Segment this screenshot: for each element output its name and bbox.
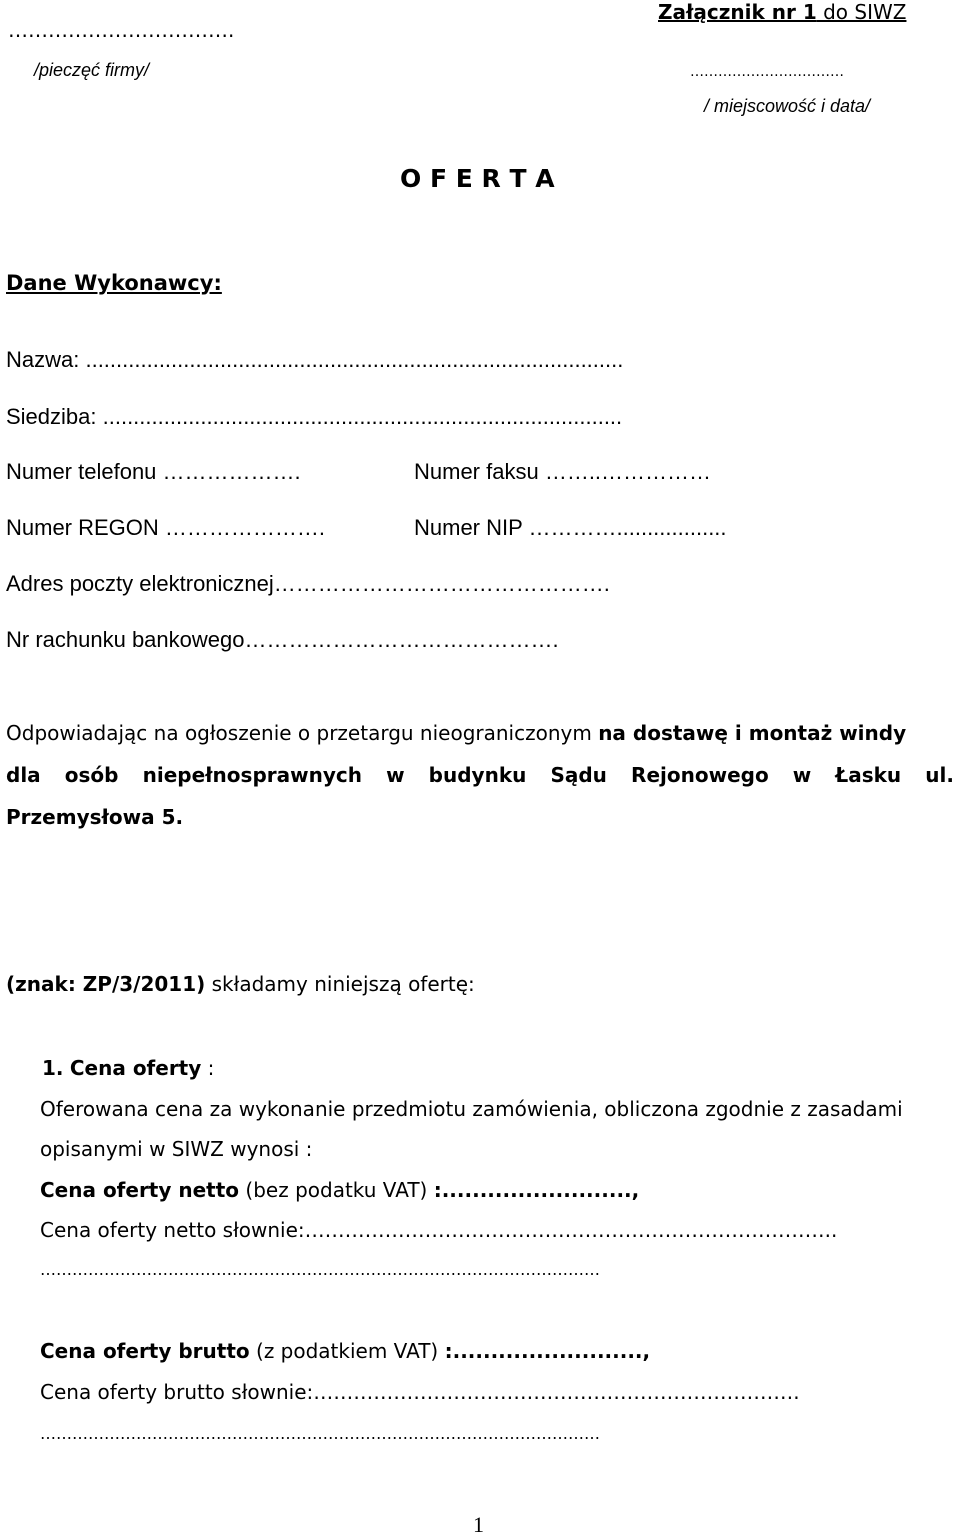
intro-word: w <box>792 763 812 787</box>
gross-price-line <box>40 1339 650 1363</box>
price-description-1: Oferowana cena za wykonanie przedmiotu zamówienia, obliczona zgodnie z zasadami <box>40 1097 903 1121</box>
contractor-email-field: Adres poczty elektronicznej………………………………………. <box>6 571 610 596</box>
net-price-line <box>40 1178 639 1202</box>
intro-word: Rejonowego <box>631 763 769 787</box>
reference-code: (znak: ZP/3/2011) <box>6 972 206 996</box>
intro-word: w <box>386 763 405 787</box>
contractor-nip-field: Numer NIP ………….................. <box>414 515 727 540</box>
intro-word: Sądu <box>550 763 607 787</box>
net-price-words-field: Cena oferty netto słownie:…………………………………………………………………….. <box>40 1218 838 1242</box>
reference-text: składamy niniejszą ofertę: <box>205 972 475 996</box>
intro-line-1 <box>6 721 906 745</box>
intro-word: niepełnosprawnych <box>142 763 362 787</box>
intro-line-3: Przemysłowa 5. <box>6 805 184 829</box>
annex-number: Załącznik nr 1 <box>658 0 817 24</box>
gross-price-words-field: Cena oferty brutto słownie:………………………………………………………………. <box>40 1380 800 1404</box>
page-title: O F E R T A <box>400 164 555 193</box>
contractor-regon-field: Numer REGON …………………. <box>6 515 326 540</box>
contractor-name-field: Nazwa: ........................................................................................ <box>6 347 624 372</box>
net-price-field: :........................., <box>433 1178 640 1202</box>
price-description-2: opisanymi w SIWZ wynosi : <box>40 1137 313 1161</box>
section-number: 1. <box>42 1056 64 1080</box>
annex-label <box>658 0 906 24</box>
intro-word: osób <box>64 763 119 787</box>
place-date-label: / miejscowość i data/ <box>704 96 871 116</box>
reference-line <box>6 972 475 996</box>
net-price-words-continuation: …………………………………………………………………………………………… <box>40 1260 600 1279</box>
contractor-phone-field: Numer telefonu ………………. <box>6 459 301 484</box>
net-price-label: Cena oferty netto <box>40 1178 240 1202</box>
annex-suffix: do SIWZ <box>816 0 907 24</box>
intro-word: ul. <box>925 763 954 787</box>
place-dots: …………………………… <box>690 64 844 80</box>
intro-subject: na dostawę i montaż windy <box>598 721 907 745</box>
gross-price-field: :........................., <box>444 1339 651 1363</box>
gross-price-words-continuation: …………………………………………………………………………………………… <box>40 1424 600 1443</box>
gross-price-note: (z podatkiem VAT) <box>249 1339 445 1363</box>
intro-word: Łasku <box>835 763 902 787</box>
section-title-suffix: : <box>201 1056 215 1080</box>
intro-word: dla <box>6 763 41 787</box>
net-price-note: (bez podatku VAT) <box>239 1178 434 1202</box>
contractor-heading: Dane Wykonawcy: <box>6 271 222 295</box>
section-1-heading <box>42 1056 214 1080</box>
gross-price-label: Cena oferty brutto <box>40 1339 250 1363</box>
intro-line-2 <box>6 763 954 787</box>
page-number: 1 <box>473 1512 484 1537</box>
stamp-dots: ……………………………. <box>8 18 235 42</box>
contractor-bank-field: Nr rachunku bankowego……………………………………. <box>6 627 559 652</box>
contractor-fax-field: Numer faksu ……..…………… <box>414 459 712 484</box>
intro-text: Odpowiadając na ogłoszenie o przetargu nieograniczonym <box>6 721 599 745</box>
stamp-label: /pieczęć firmy/ <box>34 60 150 80</box>
intro-word: budynku <box>428 763 527 787</box>
section-title: Cena oferty <box>69 1056 202 1080</box>
contractor-seat-field: Siedziba: ..................................................................................... <box>6 404 623 429</box>
